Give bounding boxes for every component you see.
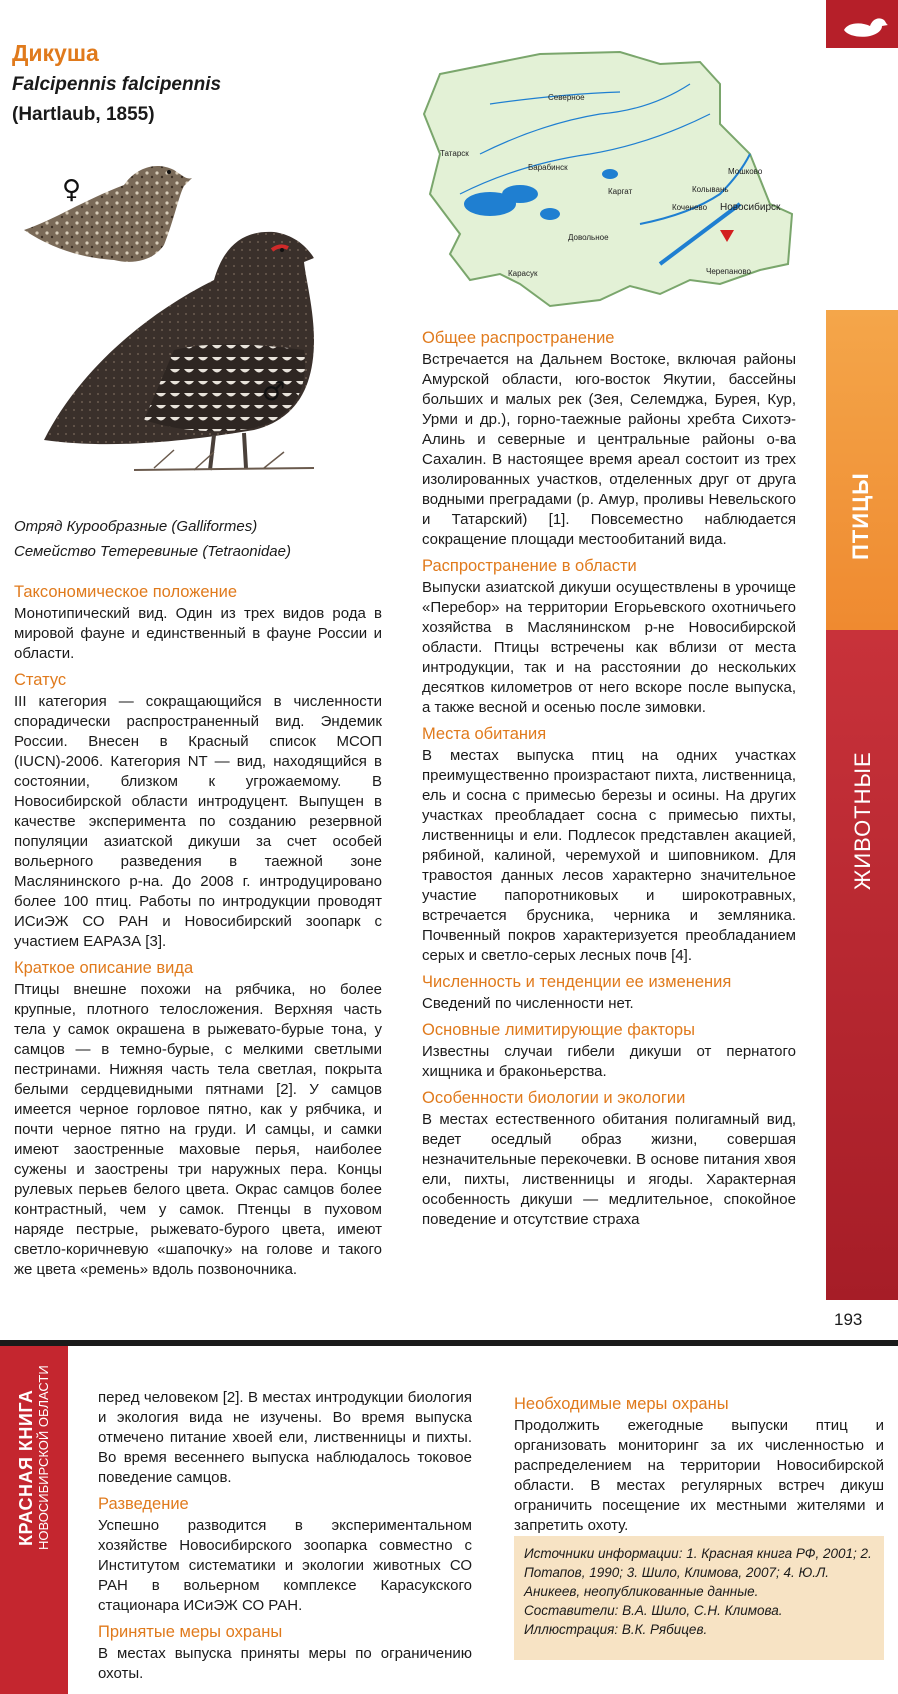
habitat-text: В местах выпуска птиц на одних участках преимущественно произрастают пихта, лиственница, ель и сосна с примесью березы и осины. На других участках преобладает сосна с примесью пихты, лиственницы и ели. Подлесок представлен акацией, рябиной, калиной, черемухой и шиповником. Для травостоя данных лесов характерно значительное участие папоротниковых и широкотравных, встречается брусника, черника и земляника. Почвенный покров характеризуется преобладанием серых и светло-серых лесных почв [4].: [422, 747, 796, 964]
sources-box: [514, 1536, 884, 1660]
left-column: [14, 576, 382, 1280]
limiting-text: Известны случаи гибели дикуши от пернатого хищника и браконьерства.: [422, 1043, 796, 1080]
duck-tab: [826, 0, 898, 48]
map-label-tatarsk: Татарск: [440, 149, 469, 158]
map-label-kolyvan: Колывань: [692, 185, 729, 194]
map-label-karasuk: Карасук: [508, 269, 538, 278]
taxpos-text: Монотипический вид. Один из трех видов рода в мировой фауне и единственный в фауне России и области.: [14, 605, 382, 662]
male-bird: [44, 232, 314, 470]
measures-taken-text: В местах выпуска приняты меры по ограничению охоты.: [98, 1645, 472, 1682]
taxpos-heading: Таксономическое положение: [14, 583, 238, 601]
bird-illustration: [14, 150, 354, 500]
sources-compilers: Составители: В.А. Шило, С.Н. Климова.: [524, 1603, 783, 1618]
duck-icon: [826, 0, 898, 48]
bottom-right-column: [514, 1388, 884, 1536]
map-label-moshkovo: Мошково: [728, 167, 763, 176]
breeding-heading: Разведение: [98, 1495, 189, 1513]
general-text: Встречается на Дальнем Востоке, включая районы Амурской области, юго-восток Якутии, бассейны больших и малых рек (Зея, Селемджа, Бурея, Кур, Урми и др.), горно-таежные районы хребта Сихотэ-Алинь и северные и центральные районы о-ва Сахалин. В настоящее время ареал состоит из трех изолированных участков, отделенных друг от друга водными преградами (р. Амур, проливы Невельского и Татарский) [1]. Повсеместно наблюдается сокращение площади местообитаний вида.: [422, 351, 796, 548]
numbers-text: Сведений по численности нет.: [422, 995, 634, 1012]
animals-tab-label: ЖИВОТНЫЕ: [850, 751, 875, 890]
general-heading: Общее распространение: [422, 329, 615, 347]
biology-text: В местах естественного обитания полигамный вид, ведет оседлый образ жизни, совершая незначительные перекочевки. В основе питания хвоя ели, пихты, лиственницы и ягоды. Характерная особенность дикуши — медлительное, спокойное поведение и отсутствие страха: [422, 1111, 796, 1228]
right-column: [422, 322, 796, 1230]
book-strip: [0, 1346, 68, 1694]
birds-tab: [826, 310, 898, 630]
map-label-kochenevo: Коченево: [672, 203, 708, 212]
sources-text: Источники информации: 1. Красная книга РФ, 2001; 2. Потапов, 1990; 3. Шило, Климова, 2007; 4. Ю.Л. Аникеев, неопубликованные данные.: [524, 1546, 872, 1599]
regional-text: Выпуски азиатской дикуши осуществлены в урочище «Перебор» на территории Егорьевского охотничьего хозяйства в Маслянинском р-не Новосибирской области. Птицы встречены как вблизи от места интродукции, так и на расстоянии до нескольких десятков километров от него вскоре после выпуска, а также весной и осенью после зимовки.: [422, 579, 796, 716]
limiting-heading: Основные лимитирующие факторы: [422, 1021, 695, 1039]
description-heading: Краткое описание вида: [14, 959, 194, 977]
numbers-heading: Численность и тенденции ее изменения: [422, 973, 732, 991]
family-line: Семейство Тетеревиные (Tetraonidae): [14, 543, 291, 560]
order-line: Отряд Курообразные (Galliformes): [14, 518, 258, 535]
breeding-text: Успешно разводится в экспериментальном хозяйстве Новосибирского зоопарка совместно с Институтом систематики и экологии животных СО РАН в вольерном комплексе Карасукского стационара ИСиЭЖ СО РАН.: [98, 1517, 472, 1614]
section-tabs: [826, 0, 898, 1340]
map-label-dovolnoe: Довольное: [568, 233, 609, 242]
female-symbol: ♀: [62, 175, 82, 205]
map-label-novosibirsk: Новосибирск: [720, 202, 781, 213]
description-text: Птицы внешне похожи на рябчика, но более крупные, плотного телосложения. Верхняя часть тела у самок окрашена в рыжевато-бурые тона, у самцов — в темно-бурые, с мелкими светлыми пестринами. Нижняя часть тела светлая, покрыта белыми сердцевидными пятнами [2]. У самцов имеется черное горловое пятно, как у рябчика, и почти черное пятно на груди. И самцы, и самки имеют заостренные маховые перья, наиболее сужены и заострены три наружных пера. Концы рулевых перьев белого цвета. Окрас самцов более контрастный, чем у самок. Птенцы в пуховом наряде пестрые, рыжевато-бурого цвета, имеют светло-коричневую «шапочку» на голове и такого же цвета «ремень» вдоль позвоночника.: [14, 981, 382, 1278]
map-label-barabinsk: Барабинск: [528, 163, 568, 172]
regional-heading: Распространение в области: [422, 557, 637, 575]
animals-tab: [826, 630, 898, 1300]
range-map: [420, 44, 798, 314]
measures-needed-text: Продолжить ежегодные выпуски птиц и организовать мониторинг за их численностью и распределением на территории Новосибирской области. В местах регулярных встреч дикуш ограничить посещение их местными жителями и запретить охоту.: [514, 1417, 884, 1534]
measures-needed-heading: Необходимые меры охраны: [514, 1395, 729, 1413]
book-subtitle: НОВОСИБИРСКОЙ ОБЛАСТИ: [36, 1365, 51, 1550]
page-number: 193: [834, 1310, 863, 1329]
habitat-heading: Места обитания: [422, 725, 547, 743]
map-label-kargat: Каргат: [608, 187, 633, 196]
book-title: КРАСНАЯ КНИГА: [16, 1389, 36, 1546]
biology-continued-text: перед человеком [2]. В местах интродукции биология и экология вида не изучены. Во время выпуска отмечено питание хвоей ели, лиственницы и пихты. Во время весеннего выпуска наблюдалось токовое поведение самцов.: [98, 1389, 472, 1486]
map-label-severnoe: Северное: [548, 93, 585, 102]
bottom-left-column: [98, 1388, 472, 1684]
species-title: Дикуша: [12, 40, 99, 66]
status-text: III категория — сокращающийся в численности спорадически распространенный вид. Эндемик России. Внесен в Красный список МСОП (IUCN)-2006. Категория NT — вид, находящийся в состоянии, близком к угрожаемому. В Новосибирской области интродуцент. Выпущен в качестве эксперимента по созданию резервной популяции азиатской дикуши за счет особей вольерного разведения в таежной зоне Маслянинского р-на. До 2008 г. интродуцировано более 100 птиц. Работы по интродукции проводят ИСиЭЖ СО РАН и Новосибирский зоопарк с участием ЕАРАЗА [3].: [14, 693, 382, 950]
biology-heading: Особенности биологии и экологии: [422, 1089, 686, 1107]
sources-illustration: Иллюстрация: В.К. Рябицев.: [524, 1622, 708, 1637]
male-symbol: ♂: [262, 377, 286, 407]
latin-name: Falcipennis falcipennis: [12, 74, 222, 95]
measures-taken-heading: Принятые меры охраны: [98, 1623, 283, 1641]
birds-tab-label: ПТИЦЫ: [848, 472, 873, 560]
map-label-cherepanovo: Черепаново: [706, 267, 751, 276]
author-year: (Hartlaub, 1855): [12, 104, 155, 125]
female-bird: [24, 166, 192, 262]
status-heading: Статус: [14, 671, 67, 689]
